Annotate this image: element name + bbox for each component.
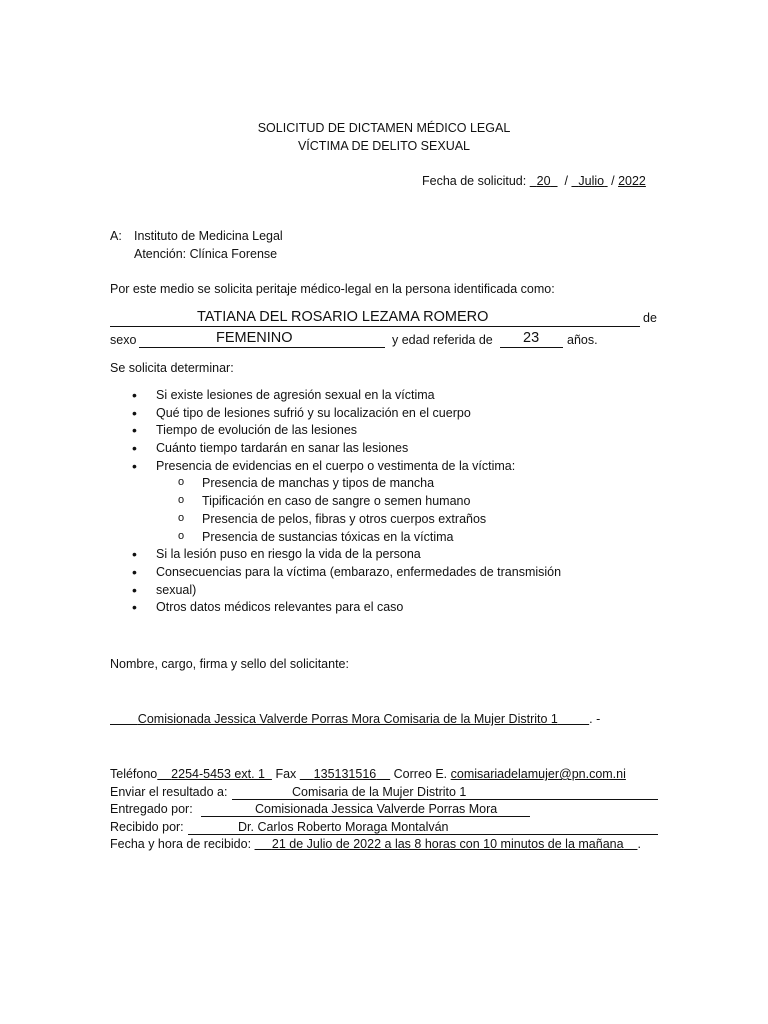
- recipient-prefix: A:: [110, 229, 122, 243]
- sub-list-item: o Presencia de sustancias tóxicas en la víctima: [132, 529, 561, 547]
- email-link[interactable]: comisariadelamujer@pn.com.ni: [450, 767, 626, 781]
- signature-label: Nombre, cargo, firma y sello del solicitante:: [110, 657, 349, 671]
- delivered-field: [201, 802, 530, 817]
- request-date-label: Fecha de solicitud:: [422, 174, 527, 188]
- intro-text: Por este medio se solicita peritaje médico-legal en la persona identificada como:: [110, 282, 555, 296]
- sex-value: FEMENINO: [216, 330, 293, 346]
- date-separator: /: [611, 174, 615, 188]
- determine-label: Se solicita determinar:: [110, 361, 234, 375]
- send-row: [110, 785, 658, 800]
- determination-list: [132, 387, 561, 617]
- fax-value: 135131516: [313, 767, 377, 781]
- list-item: • Presencia de evidencias en el cuerpo o vestimenta de la víctima:: [132, 458, 561, 476]
- age-value: 23: [523, 330, 540, 346]
- sex-field: [139, 330, 385, 348]
- age-label: y edad referida de: [392, 333, 493, 347]
- age-field: [500, 330, 563, 348]
- person-de-label: de: [643, 311, 657, 325]
- datetime-label: Fecha y hora de recibido:: [110, 837, 252, 851]
- datetime-end: .: [637, 837, 641, 851]
- send-to-value: Comisaria de la Mujer Distrito 1: [292, 785, 467, 799]
- recipient-institution: Instituto de Medicina Legal: [134, 229, 283, 243]
- request-date-year: 2022: [618, 174, 646, 188]
- list-item: • Qué tipo de lesiones sufrió y su localización en el cuerpo: [132, 405, 561, 423]
- document-title-line-1: SOLICITUD DE DICTAMEN MÉDICO LEGAL: [257, 121, 511, 135]
- request-date: [422, 174, 646, 188]
- datetime-row: [110, 837, 641, 851]
- received-by-value: Dr. Carlos Roberto Moraga Montalván: [238, 820, 449, 834]
- sub-list-item: o Tipificación en caso de sangre o semen humano: [132, 493, 561, 511]
- received-row: [110, 820, 658, 835]
- requester-name-and-office: Comisionada Jessica Valverde Porras Mora Comisaria de la Mujer Distrito 1: [137, 712, 558, 726]
- list-item: • Si la lesión puso en riesgo la vida de la persona: [132, 546, 561, 564]
- list-item: • Consecuencias para la víctima (embarazo, enfermedades de transmisión: [132, 564, 561, 582]
- sub-list-item: o Presencia de pelos, fibras y otros cuerpos extraños: [132, 511, 561, 529]
- signature-line: [110, 712, 600, 726]
- list-item: • Si existe lesiones de agresión sexual en la víctima: [132, 387, 561, 405]
- send-label: Enviar el resultado a:: [110, 785, 228, 799]
- delivered-by-value: Comisionada Jessica Valverde Porras Mora: [255, 802, 498, 816]
- date-separator: /: [564, 174, 568, 188]
- list-item: • Cuánto tiempo tardarán en sanar las lesiones: [132, 440, 561, 458]
- sex-label: sexo: [110, 333, 137, 347]
- delivered-label: Entregado por:: [110, 802, 193, 816]
- list-item: • Tiempo de evolución de las lesiones: [132, 422, 561, 440]
- list-item: • sexual): [132, 582, 561, 600]
- years-label: años.: [567, 333, 598, 347]
- phone-row: [110, 767, 626, 781]
- person-name: TATIANA DEL ROSARIO LEZAMA ROMERO: [197, 309, 489, 325]
- fax-label: Fax: [275, 767, 297, 781]
- person-name-field: [110, 309, 640, 327]
- recipient-attention: Atención: Clínica Forense: [134, 247, 278, 261]
- send-field: [232, 785, 658, 800]
- list-item: • Otros datos médicos relevantes para el caso: [132, 599, 561, 617]
- signature-line-end: . -: [589, 712, 601, 726]
- request-date-day: 20: [536, 174, 551, 188]
- document-title-line-2: VÍCTIMA DE DELITO SEXUAL: [297, 139, 471, 153]
- sub-list-item: o Presencia de manchas y tipos de mancha: [132, 475, 561, 493]
- received-label: Recibido por:: [110, 820, 184, 834]
- received-field: [188, 820, 658, 835]
- phone-label: Teléfono: [110, 767, 158, 781]
- request-date-month: Julio: [578, 174, 605, 188]
- email-label: Correo E.: [393, 767, 448, 781]
- datetime-value: 21 de Julio de 2022 a las 8 horas con 10 minutos de la mañana: [271, 837, 624, 851]
- phone-value: 2254-5453 ext. 1: [171, 767, 265, 781]
- delivered-row: [110, 802, 530, 817]
